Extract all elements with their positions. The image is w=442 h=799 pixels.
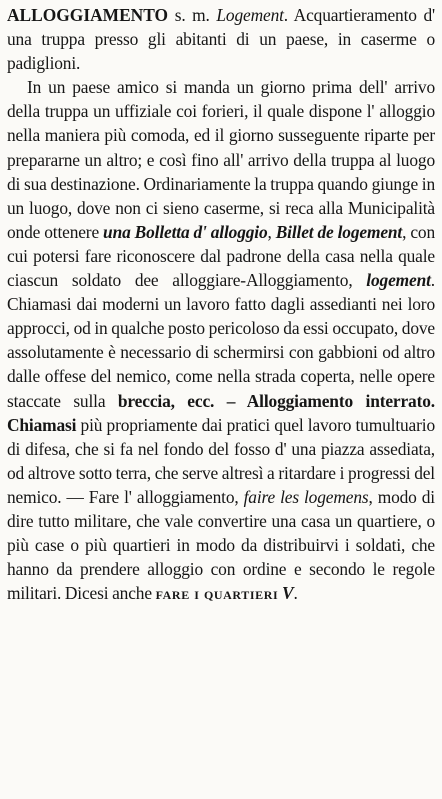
body-text-4: più propriamente dai pratici quel lavoro tumultuario di difesa, che si fa nel fondo del fosso d' una piazza assediata, od altrove sotto terra, che serve altresì a ritardare i progressi del nemico. — Fare l' alloggiamento, (7, 414, 435, 507)
body-separator: , (267, 221, 276, 242)
body-text-3: . Chiamasi dai moderni un lavoro fatto dagli assedianti nei loro approcci, od in qualche posto pericoloso da essi occupato, dove assolutamente è necessario di schermirsi con gabbioni od altro dalle offese del nemico, come nella strada coperta, nelle opere staccate sulla (7, 270, 435, 411)
grammar-label: s. m. (168, 5, 217, 25)
breccia-term: breccia, ecc. – Alloggiamento interrato. Chiamasi (7, 390, 435, 435)
entry-body (7, 75, 435, 605)
dictionary-entry (7, 3, 435, 605)
entry-end: . (293, 583, 298, 604)
headword: ALLOGGIAMENTO (7, 5, 169, 25)
billet-term: Billet de logement (275, 221, 403, 242)
entry-definition (7, 3, 435, 75)
french-equivalent: Logement (216, 5, 284, 25)
cross-reference-v: V (278, 583, 294, 604)
bolletta-term: una Bolletta d' alloggio (103, 221, 268, 242)
cross-reference: fare i quartieri (155, 583, 279, 604)
body-text-5: , modo di dire tutto militare, che vale convertire una casa un quartiere, o più case o più quartieri in modo da distribuirvi i soldati, che hanno da prendere alloggio con ordine e secondo le regole militari. Dicesi anche (7, 486, 435, 604)
faire-term: faire les logemens (243, 486, 369, 507)
body-text-2: , con cui potersi fare riconoscere dal padrone della casa nella quale ciascun soldato dee alloggiare-Alloggiamento, (7, 221, 435, 291)
logement-term: logement (366, 270, 431, 291)
body-text-1: In un paese amico si manda un giorno prima dell' arrivo della truppa un uffiziale coi forieri, il quale dispone l' alloggio nella maniera più comoda, ed il giorno susseguente riparte per prepararne un altro; e così fino all' arrivo della truppa al luogo di sua destinazione. Ordinariamente la truppa quando giunge in un luogo, dove non ci sieno caserme, si reca alla Municipalità onde ottenere (7, 77, 435, 242)
definition-text: . Acquartieramento d' una truppa presso gli abitanti di un paese, in caserme o padiglioni. (7, 5, 435, 74)
